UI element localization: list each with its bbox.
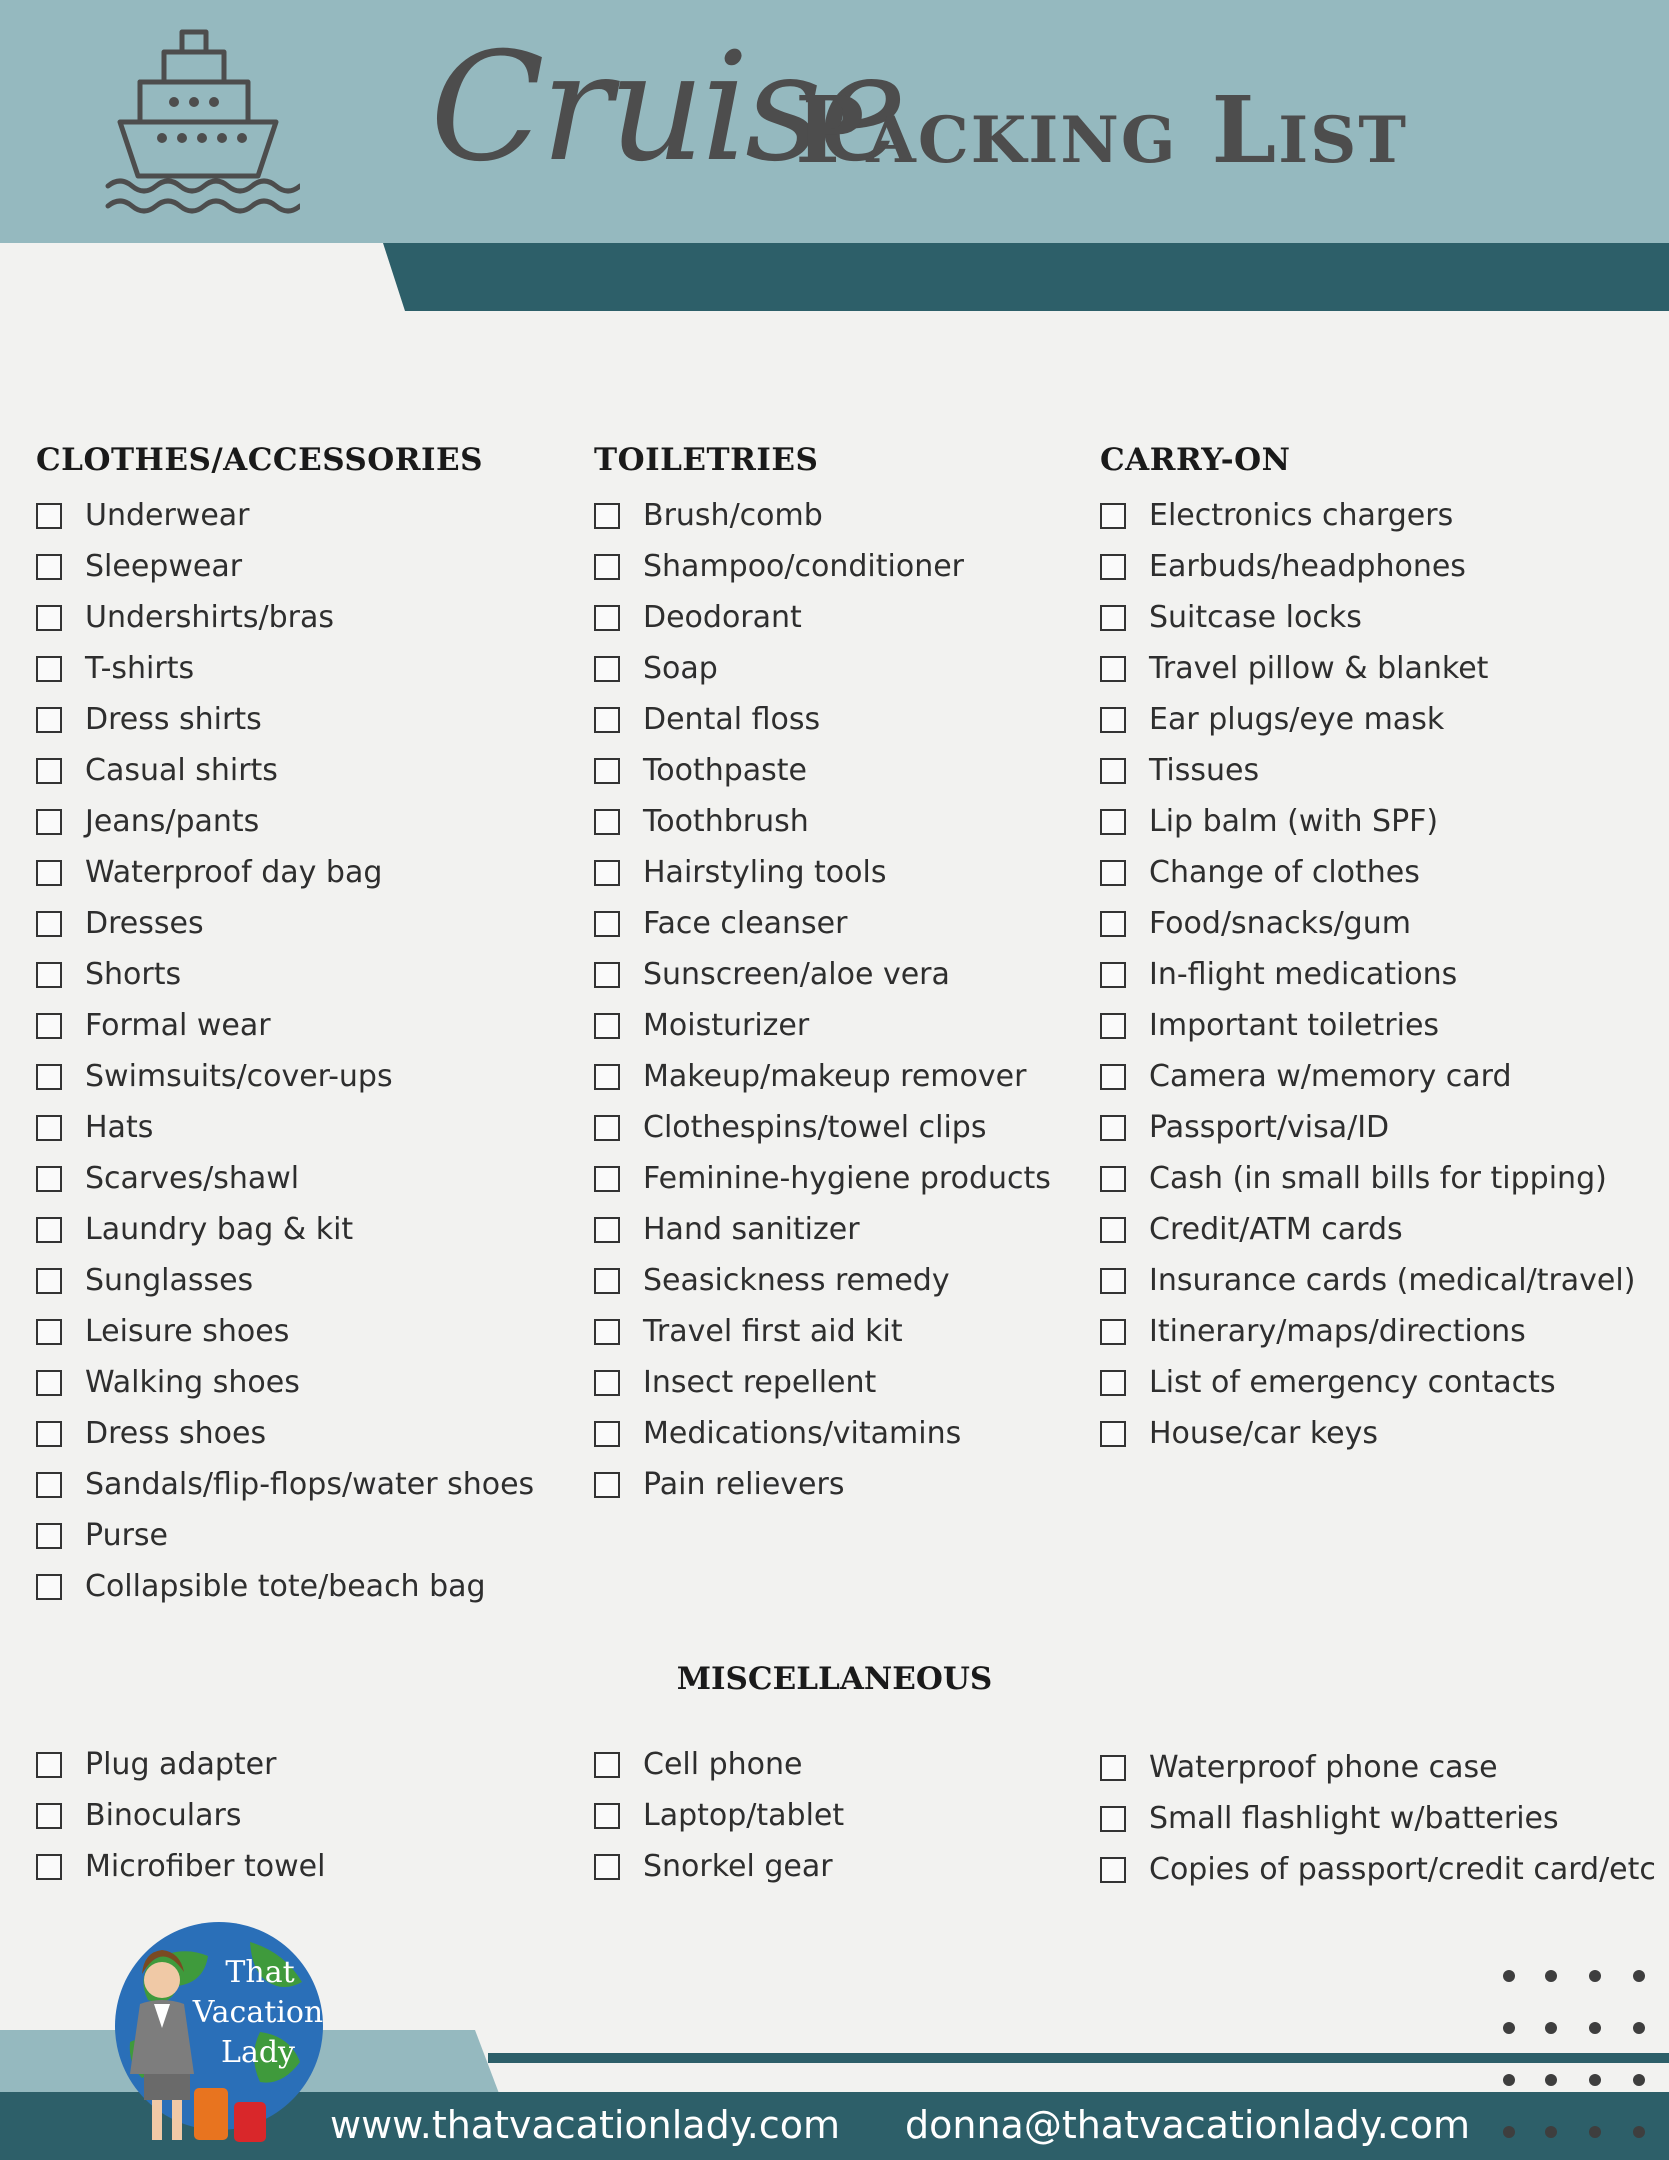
checklist-item — [1100, 490, 1669, 541]
checklist-item — [1100, 1306, 1669, 1357]
checkbox[interactable] — [36, 1523, 62, 1549]
checklist-item — [36, 1306, 576, 1357]
checkbox[interactable] — [594, 1268, 620, 1294]
item-label: T-shirts — [85, 651, 195, 686]
checkbox[interactable] — [594, 1064, 620, 1090]
checkbox[interactable] — [36, 707, 62, 733]
item-label: Swimsuits/cover-ups — [85, 1059, 393, 1094]
item-label: Medications/vitamins — [643, 1416, 962, 1451]
checklist-item — [36, 1459, 576, 1510]
checkbox[interactable] — [594, 605, 620, 631]
that-vacation-lady-logo — [110, 1922, 328, 2147]
checklist-item — [594, 898, 1094, 949]
checkbox[interactable] — [594, 503, 620, 529]
checkbox[interactable] — [594, 554, 620, 580]
checkbox[interactable] — [1100, 1166, 1126, 1192]
item-label: Sunscreen/aloe vera — [643, 957, 950, 992]
checklist-item — [594, 1051, 1094, 1102]
checklist-item — [1100, 745, 1669, 796]
section-heading-miscellaneous: MISCELLANEOUS — [676, 1661, 993, 1697]
checklist-item — [36, 1255, 576, 1306]
item-label: Sunglasses — [85, 1263, 254, 1298]
checkbox[interactable] — [1100, 1217, 1126, 1243]
item-label: Soap — [643, 651, 718, 686]
checkbox[interactable] — [36, 1013, 62, 1039]
checklist-item — [36, 898, 576, 949]
checklist — [594, 1739, 1094, 1892]
checklist-item — [36, 1561, 576, 1612]
checkbox[interactable] — [1100, 1370, 1126, 1396]
item-label: Hand sanitizer — [643, 1212, 860, 1247]
checklist-item — [36, 949, 576, 1000]
checklist-item — [594, 1102, 1094, 1153]
checkbox[interactable] — [1100, 962, 1126, 988]
checklist-item — [36, 1790, 576, 1841]
checkbox[interactable] — [36, 1854, 62, 1880]
checklist-item — [594, 1357, 1094, 1408]
item-label: Plug adapter — [85, 1747, 277, 1782]
checklist-item — [36, 1204, 576, 1255]
item-label: List of emergency contacts — [1149, 1365, 1556, 1400]
checklist-item — [594, 745, 1094, 796]
section-heading: CLOTHES/ACCESSORIES — [36, 442, 484, 478]
checklist — [1100, 1742, 1669, 1895]
checklist-item — [36, 1153, 576, 1204]
item-label: Cell phone — [643, 1747, 803, 1782]
checklist-item — [594, 796, 1094, 847]
item-label: Leisure shoes — [85, 1314, 290, 1349]
item-label: Lip balm (with SPF) — [1149, 804, 1439, 839]
checkbox[interactable] — [594, 1854, 620, 1880]
checklist-item — [1100, 1255, 1669, 1306]
item-label: Moisturizer — [643, 1008, 810, 1043]
item-label: Travel first aid kit — [643, 1314, 903, 1349]
checklist-item — [36, 541, 576, 592]
checkbox[interactable] — [1100, 503, 1126, 529]
title-script: Cruise — [430, 21, 903, 195]
checkbox[interactable] — [594, 809, 620, 835]
logo-line-2: Vacation — [192, 1995, 324, 2030]
item-label: Toothbrush — [643, 804, 809, 839]
checkbox[interactable] — [36, 1803, 62, 1829]
checkbox[interactable] — [36, 758, 62, 784]
checklist-item — [36, 490, 576, 541]
checklist-item — [594, 1739, 1094, 1790]
item-label: Waterproof day bag — [85, 855, 383, 890]
checkbox[interactable] — [594, 911, 620, 937]
checklist-item — [1100, 1204, 1669, 1255]
checklist-item — [1100, 541, 1669, 592]
checkbox[interactable] — [1100, 1064, 1126, 1090]
item-label: Shorts — [85, 957, 182, 992]
checkbox[interactable] — [594, 1319, 620, 1345]
page-title: Packing List — [795, 76, 1408, 184]
checklist-item — [1100, 1102, 1669, 1153]
item-label: Copies of passport/credit card/etc — [1149, 1852, 1656, 1887]
item-label: Laptop/tablet — [643, 1798, 845, 1833]
checklist-item — [36, 1357, 576, 1408]
checkbox[interactable] — [36, 1217, 62, 1243]
checklist — [36, 1739, 576, 1892]
item-label: Jeans/pants — [85, 804, 260, 839]
checklist-item — [1100, 1408, 1669, 1459]
item-label: Deodorant — [643, 600, 802, 635]
checklist-item — [1100, 1844, 1669, 1895]
item-label: Itinerary/maps/directions — [1149, 1314, 1526, 1349]
section-heading: CARRY-ON — [1100, 442, 1291, 478]
item-label: Walking shoes — [85, 1365, 300, 1400]
checklist-item — [36, 1000, 576, 1051]
item-label: Earbuds/headphones — [1149, 549, 1466, 584]
checkbox[interactable] — [594, 656, 620, 682]
checklist-item — [594, 1408, 1094, 1459]
checkbox[interactable] — [36, 962, 62, 988]
checklist-item — [36, 1408, 576, 1459]
checklist-item — [1100, 796, 1669, 847]
checklist-item — [36, 694, 576, 745]
item-label: Collapsible tote/beach bag — [85, 1569, 486, 1604]
cruise-ship-icon — [100, 26, 300, 216]
item-label: Casual shirts — [85, 753, 278, 788]
checklist-item — [594, 1255, 1094, 1306]
checklist-item — [594, 592, 1094, 643]
checkbox[interactable] — [1100, 911, 1126, 937]
checkbox[interactable] — [594, 1421, 620, 1447]
checklist-item — [36, 1510, 576, 1561]
checkbox[interactable] — [594, 1013, 620, 1039]
section-carry-on — [1100, 430, 1669, 1459]
checkbox[interactable] — [1100, 1755, 1126, 1781]
checklist-item — [594, 1153, 1094, 1204]
item-label: Shampoo/conditioner — [643, 549, 965, 584]
checklist-item — [594, 1204, 1094, 1255]
item-label: Insurance cards (medical/travel) — [1149, 1263, 1636, 1298]
item-label: House/car keys — [1149, 1416, 1379, 1451]
checklist-item — [1100, 1357, 1669, 1408]
item-label: Passport/visa/ID — [1149, 1110, 1390, 1145]
item-label: Toothpaste — [643, 753, 807, 788]
checklist — [36, 490, 576, 1612]
item-label: Scarves/shawl — [85, 1161, 300, 1196]
checklist-item — [1100, 949, 1669, 1000]
item-label: In-flight medications — [1149, 957, 1458, 992]
misc-column — [594, 1739, 1094, 1892]
item-label: Purse — [85, 1518, 168, 1553]
item-label: Dental floss — [643, 702, 821, 737]
item-label: Insect repellent — [643, 1365, 877, 1400]
checkbox[interactable] — [36, 554, 62, 580]
checklist-item — [594, 1790, 1094, 1841]
section-clothes-accessories — [36, 430, 576, 1612]
item-label: Important toiletries — [1149, 1008, 1440, 1043]
item-label: Dress shirts — [85, 702, 262, 737]
checklist — [1100, 490, 1669, 1459]
item-label: Formal wear — [85, 1008, 271, 1043]
checklist-item — [1100, 1000, 1669, 1051]
checkbox[interactable] — [36, 1370, 62, 1396]
item-label: Hats — [85, 1110, 154, 1145]
checkbox[interactable] — [1100, 1421, 1126, 1447]
item-label: Laundry bag & kit — [85, 1212, 354, 1247]
item-label: Binoculars — [85, 1798, 242, 1833]
item-label: Cash (in small bills for tipping) — [1149, 1161, 1607, 1196]
checklist-item — [36, 1051, 576, 1102]
section-toiletries — [594, 430, 1094, 1510]
checkbox[interactable] — [1100, 707, 1126, 733]
misc-column — [36, 1739, 576, 1892]
checklist-item — [1100, 643, 1669, 694]
item-label: Undershirts/bras — [85, 600, 335, 635]
checklist-item — [594, 847, 1094, 898]
item-label: Credit/ATM cards — [1149, 1212, 1403, 1247]
item-label: Hairstyling tools — [643, 855, 887, 890]
item-label: Dress shoes — [85, 1416, 267, 1451]
checkbox[interactable] — [594, 860, 620, 886]
checkbox[interactable] — [36, 1421, 62, 1447]
checklist-item — [36, 847, 576, 898]
checkbox[interactable] — [594, 707, 620, 733]
item-label: Travel pillow & blanket — [1149, 651, 1489, 686]
checklist-item — [1100, 694, 1669, 745]
checkbox[interactable] — [1100, 1013, 1126, 1039]
checkbox[interactable] — [36, 911, 62, 937]
checklist-item — [594, 694, 1094, 745]
checklist-item — [36, 1102, 576, 1153]
checkbox[interactable] — [36, 503, 62, 529]
checkbox[interactable] — [594, 1115, 620, 1141]
section-heading: TOILETRIES — [594, 442, 819, 478]
email-link[interactable]: donna@thatvacationlady.com — [905, 2103, 1471, 2147]
item-label: Food/snacks/gum — [1149, 906, 1411, 941]
checkbox[interactable] — [36, 1064, 62, 1090]
checklist-item — [36, 592, 576, 643]
checkbox[interactable] — [1100, 1319, 1126, 1345]
item-label: Waterproof phone case — [1149, 1750, 1498, 1785]
misc-column — [1100, 1742, 1669, 1895]
checklist-item — [36, 1841, 576, 1892]
checklist-item — [1100, 592, 1669, 643]
checklist-item — [594, 1459, 1094, 1510]
item-label: Ear plugs/eye mask — [1149, 702, 1445, 737]
checkbox[interactable] — [1100, 605, 1126, 631]
checkbox[interactable] — [36, 656, 62, 682]
checkbox[interactable] — [1100, 1857, 1126, 1883]
item-label: Face cleanser — [643, 906, 848, 941]
item-label: Seasickness remedy — [643, 1263, 950, 1298]
item-label: Microfiber towel — [85, 1849, 326, 1884]
checklist-item — [594, 1841, 1094, 1892]
checklist-item — [36, 643, 576, 694]
item-label: Feminine-hygiene products — [643, 1161, 1051, 1196]
checklist-item — [594, 490, 1094, 541]
checkbox[interactable] — [594, 1472, 620, 1498]
logo-line-3: Lady — [221, 2035, 295, 2070]
checklist-item — [1100, 1793, 1669, 1844]
item-label: Suitcase locks — [1149, 600, 1362, 635]
item-label: Sleepwear — [85, 549, 243, 584]
checklist-item — [594, 1306, 1094, 1357]
checkbox[interactable] — [594, 962, 620, 988]
checkbox[interactable] — [594, 1752, 620, 1778]
checkbox[interactable] — [594, 758, 620, 784]
checkbox[interactable] — [36, 860, 62, 886]
item-label: Sandals/flip-flops/water shoes — [85, 1467, 535, 1502]
item-label: Electronics chargers — [1149, 498, 1454, 533]
checkbox[interactable] — [36, 1472, 62, 1498]
item-label: Tissues — [1149, 753, 1260, 788]
checklist-item — [36, 1739, 576, 1790]
checklist — [594, 490, 1094, 1510]
checkbox[interactable] — [36, 1574, 62, 1600]
checkbox[interactable] — [1100, 1806, 1126, 1832]
item-label: Clothespins/towel clips — [643, 1110, 987, 1145]
header-accent-bar — [383, 243, 1669, 311]
logo-line-1: That — [225, 1955, 295, 1990]
checklist-item — [36, 745, 576, 796]
checkbox[interactable] — [594, 1217, 620, 1243]
checklist-item — [1100, 1153, 1669, 1204]
checkbox[interactable] — [1100, 554, 1126, 580]
item-label: Underwear — [85, 498, 250, 533]
checkbox[interactable] — [1100, 809, 1126, 835]
checkbox[interactable] — [594, 1803, 620, 1829]
checklist-item — [1100, 898, 1669, 949]
checkbox[interactable] — [1100, 656, 1126, 682]
item-label: Brush/comb — [643, 498, 823, 533]
checkbox[interactable] — [1100, 758, 1126, 784]
checklist-item — [1100, 1051, 1669, 1102]
checkbox[interactable] — [36, 1166, 62, 1192]
checkbox[interactable] — [1100, 1115, 1126, 1141]
checkbox[interactable] — [36, 1319, 62, 1345]
checkbox[interactable] — [1100, 1268, 1126, 1294]
checkbox[interactable] — [36, 1115, 62, 1141]
checklist-item — [594, 949, 1094, 1000]
checklist-item — [594, 541, 1094, 592]
item-label: Dresses — [85, 906, 204, 941]
checklist-item — [1100, 1742, 1669, 1793]
decorative-dots-icon — [1495, 1960, 1669, 2160]
item-label: Makeup/makeup remover — [643, 1059, 1027, 1094]
checkbox[interactable] — [36, 605, 62, 631]
checkbox[interactable] — [594, 1370, 620, 1396]
item-label: Change of clothes — [1149, 855, 1420, 890]
footer-accent-line — [488, 2053, 1669, 2063]
item-label: Pain relievers — [643, 1467, 845, 1502]
checkbox[interactable] — [36, 809, 62, 835]
item-label: Camera w/memory card — [1149, 1059, 1512, 1094]
checkbox[interactable] — [36, 1752, 62, 1778]
item-label: Small flashlight w/batteries — [1149, 1801, 1559, 1836]
website-link[interactable]: www.thatvacationlady.com — [330, 2103, 841, 2147]
checklist-item — [1100, 847, 1669, 898]
checklist-item — [36, 796, 576, 847]
checklist-item — [594, 1000, 1094, 1051]
checkbox[interactable] — [1100, 860, 1126, 886]
checkbox[interactable] — [36, 1268, 62, 1294]
checkbox[interactable] — [594, 1166, 620, 1192]
checklist-item — [594, 643, 1094, 694]
item-label: Snorkel gear — [643, 1849, 833, 1884]
